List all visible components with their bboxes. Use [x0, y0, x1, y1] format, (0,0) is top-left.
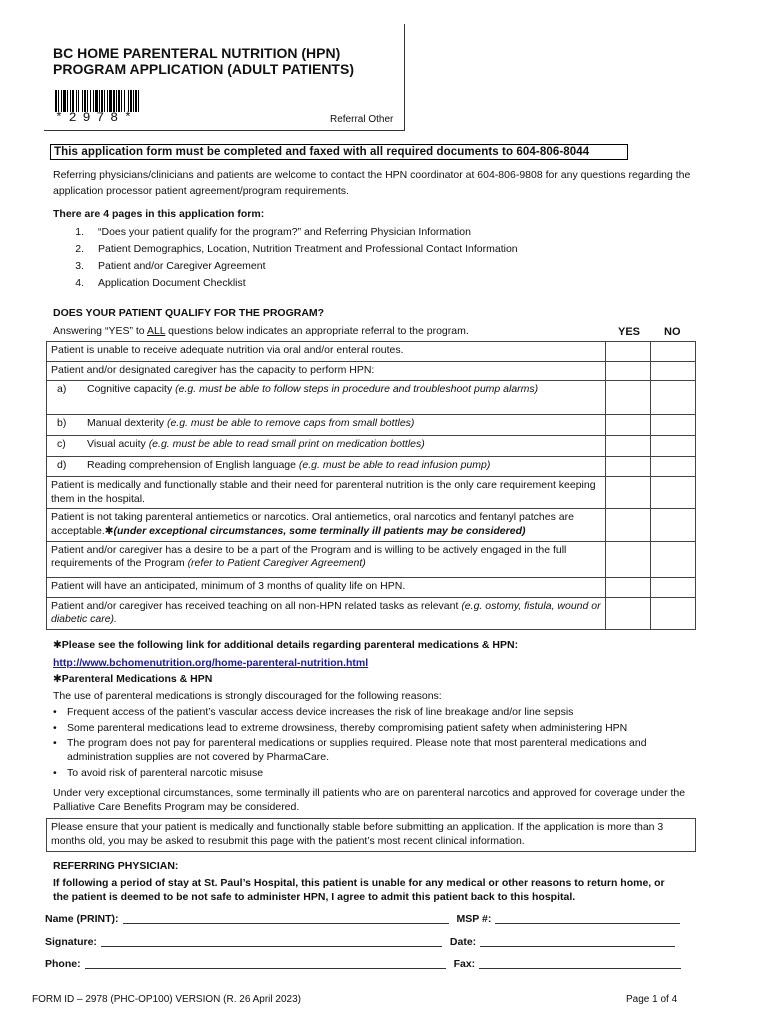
- table-row: [47, 457, 696, 477]
- no-checkbox[interactable]: [651, 457, 696, 477]
- question-4: Patient is not taking parenteral antiemetics or narcotics. Oral antiemetics, oral narcotics and fentanyl patches are acceptable.✱(under exceptional circumstances, some terminally ill patients may be considered): [47, 509, 606, 541]
- meds-reasons: [53, 706, 703, 782]
- question-2: Patient and/or designated caregiver has the capacity to perform HPN:: [47, 362, 606, 381]
- fax-label: Fax:: [453, 958, 476, 970]
- qualify-heading: DOES YOUR PATIENT QUALIFY FOR THE PROGRAM?: [53, 307, 325, 319]
- name-field[interactable]: [123, 913, 449, 924]
- question-2b: b) Manual dexterity (e.g. must be able to remove caps from small bottles): [47, 415, 606, 436]
- list-item: 1. “Does your patient qualify for the program?” and Referring Physician Information: [75, 226, 471, 238]
- table-row: [47, 342, 696, 362]
- question-5: Patient and/or caregiver has a desire to be a part of the Program and is willing to be actively engaged in the full requirements of the Program (refer to Patient Caregiver Agreement): [47, 541, 606, 577]
- date-field[interactable]: [480, 936, 675, 947]
- no-column-header: NO: [664, 326, 681, 338]
- no-checkbox[interactable]: [651, 362, 696, 381]
- table-row: [47, 541, 696, 577]
- question-2a: a) Cognitive capacity (e.g. must be able to follow steps in procedure and troubleshoot pump alarms): [47, 381, 606, 415]
- question-6: Patient will have an anticipated, minimum of 3 months of quality life on HPN.: [47, 577, 606, 597]
- yes-checkbox[interactable]: [606, 362, 651, 381]
- table-row: [47, 477, 696, 509]
- signature-field[interactable]: [101, 936, 442, 947]
- yes-checkbox[interactable]: [606, 436, 651, 457]
- list-item: • Some parenteral medications lead to extreme drowsiness, thereby compromising patient safety when administering HPN: [53, 721, 628, 734]
- meds-link-anchor[interactable]: http://www.bchomenutrition.org/home-parenteral-nutrition.html: [53, 657, 369, 669]
- table-row: [47, 381, 696, 415]
- yes-checkbox[interactable]: [606, 541, 651, 577]
- yes-checkbox[interactable]: [606, 342, 651, 362]
- table-row: [47, 597, 696, 629]
- table-row: [47, 436, 696, 457]
- meds-link-note: ✱Please see the following link for additional details regarding parenteral medications & HPN:: [53, 639, 519, 651]
- header-rule: [44, 130, 405, 131]
- no-checkbox[interactable]: [651, 541, 696, 577]
- meds-heading: ✱Parenteral Medications & HPN: [53, 673, 213, 685]
- table-row: [47, 362, 696, 381]
- no-checkbox[interactable]: [651, 577, 696, 597]
- no-checkbox[interactable]: [651, 509, 696, 541]
- list-item: 3. Patient and/or Caregiver Agreement: [75, 260, 266, 272]
- yes-checkbox[interactable]: [606, 477, 651, 509]
- list-item: • To avoid risk of parenteral narcotic misuse: [53, 766, 264, 779]
- form-id: FORM ID – 2978 (PHC-OP100) VERSION (R. 26 April 2023): [32, 994, 301, 1005]
- barcode-text: *2978*: [55, 110, 138, 125]
- phone-fax-row: [45, 958, 685, 972]
- name-msp-row: [45, 913, 685, 927]
- question-3: Patient is medically and functionally stable and their need for parenteral nutrition is the only care requirement keeping them in the hospital.: [47, 477, 606, 509]
- no-checkbox[interactable]: [651, 342, 696, 362]
- list-item: • The program does not pay for parenteral medications or supplies required. Please note that most parenteral medications and administration supplies are not covered by PharmaCare.: [53, 737, 647, 763]
- meds-intro: The use of parenteral medications is strongly discouraged for the following reasons:: [53, 690, 442, 702]
- table-row: [47, 577, 696, 597]
- yes-column-header: YES: [618, 326, 641, 338]
- phone-label: Phone:: [45, 958, 81, 970]
- list-item: 4. Application Document Checklist: [75, 277, 246, 289]
- meds-exception: Under very exceptional circumstances, some terminally ill patients who are on parenteral narcotics and approved for coverage under the Palliative Care Benefits Program may be considered.: [53, 787, 686, 813]
- form-title: [53, 45, 393, 77]
- no-checkbox[interactable]: [651, 597, 696, 629]
- question-1: Patient is unable to receive adequate nutrition via oral and/or enteral routes.: [47, 342, 606, 362]
- yes-checkbox[interactable]: [606, 509, 651, 541]
- yes-checkbox[interactable]: [606, 577, 651, 597]
- physician-heading: REFERRING PHYSICIAN:: [53, 860, 179, 872]
- header-divider: [404, 24, 405, 130]
- question-7: Patient and/or caregiver has received teaching on all non-HPN related tasks as relevant (e.g. ostomy, fistula, wound or diabetic care).: [47, 597, 606, 629]
- no-checkbox[interactable]: [651, 415, 696, 436]
- table-row: [47, 509, 696, 541]
- qualify-table: [46, 341, 696, 630]
- question-2d: d) Reading comprehension of English language (e.g. must be able to read infusion pump): [47, 457, 606, 477]
- date-label: Date:: [449, 936, 477, 948]
- page-number: Page 1 of 4: [626, 994, 678, 1005]
- signature-label: Signature:: [45, 936, 97, 948]
- yes-checkbox[interactable]: [606, 597, 651, 629]
- fax-field[interactable]: [479, 958, 681, 969]
- form-title-line1: BC HOME PARENTERAL NUTRITION (HPN): [53, 45, 341, 61]
- phone-field[interactable]: [85, 958, 446, 969]
- no-checkbox[interactable]: [651, 381, 696, 415]
- referral-label: Referral Other: [330, 114, 394, 125]
- yes-checkbox[interactable]: [606, 415, 651, 436]
- name-label: Name (PRINT):: [45, 913, 119, 925]
- intro-text: Referring physicians/clinicians and patients are welcome to contact the HPN coordinator at 604-806-9808 for any questions regarding the application processor patient agreement/program requirements.: [53, 169, 691, 197]
- list-item: • Frequent access of the patient’s vascular access device increases the risk of line breakage and/or line sepsis: [53, 706, 574, 718]
- no-checkbox[interactable]: [651, 436, 696, 457]
- pages-heading: There are 4 pages in this application form:: [53, 208, 265, 220]
- qualify-instructions: Answering “YES” to ALL questions below indicates an appropriate referral to the program.: [53, 325, 469, 337]
- clinical-note-box: Please ensure that your patient is medically and functionally stable before submitting an application. If the application is more than 3 months old, you may be asked to resubmit this page with the patient’s most recent clinical information.: [46, 818, 696, 852]
- barcode: [55, 90, 183, 112]
- yes-checkbox[interactable]: [606, 381, 651, 415]
- meds-link[interactable]: [53, 657, 703, 671]
- form-title-line2: PROGRAM APPLICATION (ADULT PATIENTS): [53, 61, 354, 77]
- physician-statement: If following a period of stay at St. Paul’s Hospital, this patient is unable for any medical or other reasons to return home, or the patient is deemed to be not safe to administer HPN, I agree to admit this patient back to this hospital.: [53, 877, 665, 903]
- question-2c: c) Visual acuity (e.g. must be able to read small print on medication bottles): [47, 436, 606, 457]
- pages-list: [53, 226, 653, 294]
- no-checkbox[interactable]: [651, 477, 696, 509]
- fax-banner: This application form must be completed and faxed with all required documents to 604-806-8044: [50, 144, 628, 160]
- table-row: [47, 415, 696, 436]
- list-item: 2. Patient Demographics, Location, Nutrition Treatment and Professional Contact Information: [75, 243, 518, 255]
- yes-checkbox[interactable]: [606, 457, 651, 477]
- signature-date-row: [45, 936, 685, 950]
- msp-field[interactable]: [495, 913, 680, 924]
- msp-label: MSP #:: [456, 913, 492, 925]
